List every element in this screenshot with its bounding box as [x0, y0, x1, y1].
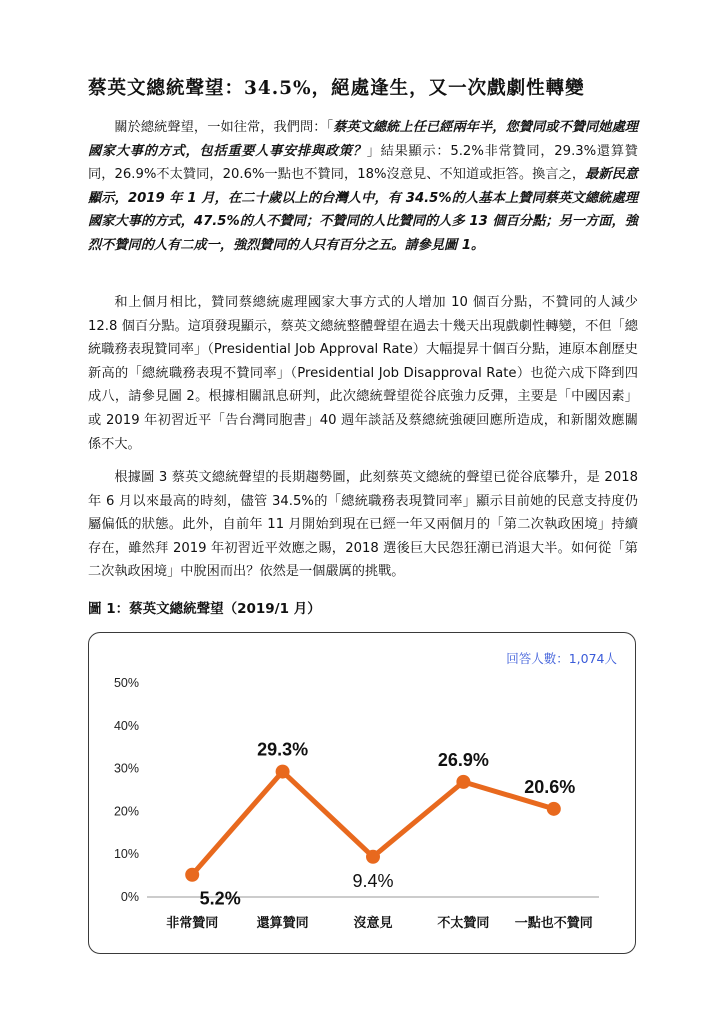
data-point-marker	[366, 850, 380, 864]
data-label: 9.4%	[352, 870, 394, 891]
paragraph-1-text: 關於總統聲望，一如往常，我們問：「	[114, 120, 334, 135]
data-label: 26.9%	[437, 749, 489, 770]
x-category-label: 不太贊同	[437, 916, 490, 931]
y-tick-label: 50%	[113, 676, 139, 690]
data-label: 20.6%	[524, 776, 576, 797]
article-title: 蔡英文總統聲望：34.5%，絕處逢生，又一次戲劇性轉變	[88, 78, 585, 99]
data-point-marker	[456, 775, 470, 789]
y-tick-label: 20%	[113, 804, 139, 819]
data-point-marker	[547, 802, 561, 816]
data-point-marker	[276, 765, 290, 779]
x-category-label: 非常贊同	[166, 916, 219, 931]
respondents-annotation: 回答人數：1,074人	[506, 651, 617, 666]
x-category-label: 還算贊同	[256, 916, 309, 931]
paragraph-2: 和上個月相比，贊同蔡總統處理國家大事方式的人增加 10 個百分點，不贊同的人減少 12.8 個百分點。這項發現顯示，蔡英文總統整體聲望在過去十幾天出現戲劇性轉變，不但「總統職務表現贊同率」（Presidential Job Approval Rate）大幅提昇十個百分點，連原本創歷史新高的「總統職務表現不贊同率」（Presidential Job Disapproval Rate）也從六成下降到四成八，請參見圖 2。根據相關訊息研判，此次總統聲望從谷底強力反彈，主要是「中國因素」或 2019 年初習近平「告台灣同胞書」40 週年談話及蔡總統強硬回應所造成，和新閣效應關係不大。	[88, 295, 638, 452]
y-tick-label: 30%	[113, 761, 139, 776]
x-category-label: 一點也不贊同	[514, 916, 593, 931]
paragraph-1	[88, 116, 638, 258]
y-tick-label: 10%	[113, 847, 139, 862]
data-label: 5.2%	[199, 888, 241, 909]
paragraph-1-emphasis: 蔡英文總統上任已經兩年半，您贊同或不贊同她處理國家大事的方式，包括重要人事安排與政策？	[88, 120, 638, 159]
y-tick-label: 0%	[120, 890, 139, 904]
paragraph-3: 根據圖 3 蔡英文總統聲望的長期趨勢圖，此刻蔡英文總統的聲望已從谷底攀升，是 2018 年 6 月以來最高的時刻，儘管 34.5%的「總統職務表現贊同率」顯示目前她的民意支持度仍屬偏低的狀態。此外，自前年 11 月開始到現在已經一年又兩個月的「第二次執政困境」持續存在，雖然拜 2019 年初習近平效應之賜，2018 選後巨大民怨狂潮已消退大半。如何從「第二次執政困境」中脫困而出？依然是一個嚴厲的挑戰。	[88, 470, 638, 580]
paragraph-1-text: 」結果顯示：5.2%非常贊同，29.3%還算贊同，26.9%不太贊同，20.6%一點也不贊同，18%沒意見、不知道或拒答。換言之，	[88, 143, 638, 183]
data-point-marker	[185, 868, 199, 882]
data-label: 29.3%	[257, 739, 309, 760]
x-category-label: 沒意見	[353, 916, 393, 931]
approval-line-chart	[89, 633, 637, 955]
chart-frame	[88, 632, 636, 954]
y-tick-label: 40%	[113, 718, 139, 733]
paragraph-1-emphasis: 最新民意顯示，2019 年 1 月，在二十歲以上的台灣人中，有 34.5%的人基本上贊同蔡英文總統處理國家大事的方式，47.5%的人不贊同；不贊同的人比贊同的人多 13 個百分點；另一方面，強烈不贊同的人有二成一，強烈贊同的人只有百分之五。請參見圖 1。	[88, 167, 638, 253]
figure-title: 圖 1：蔡英文總統聲望（2019/1 月）	[88, 601, 321, 617]
